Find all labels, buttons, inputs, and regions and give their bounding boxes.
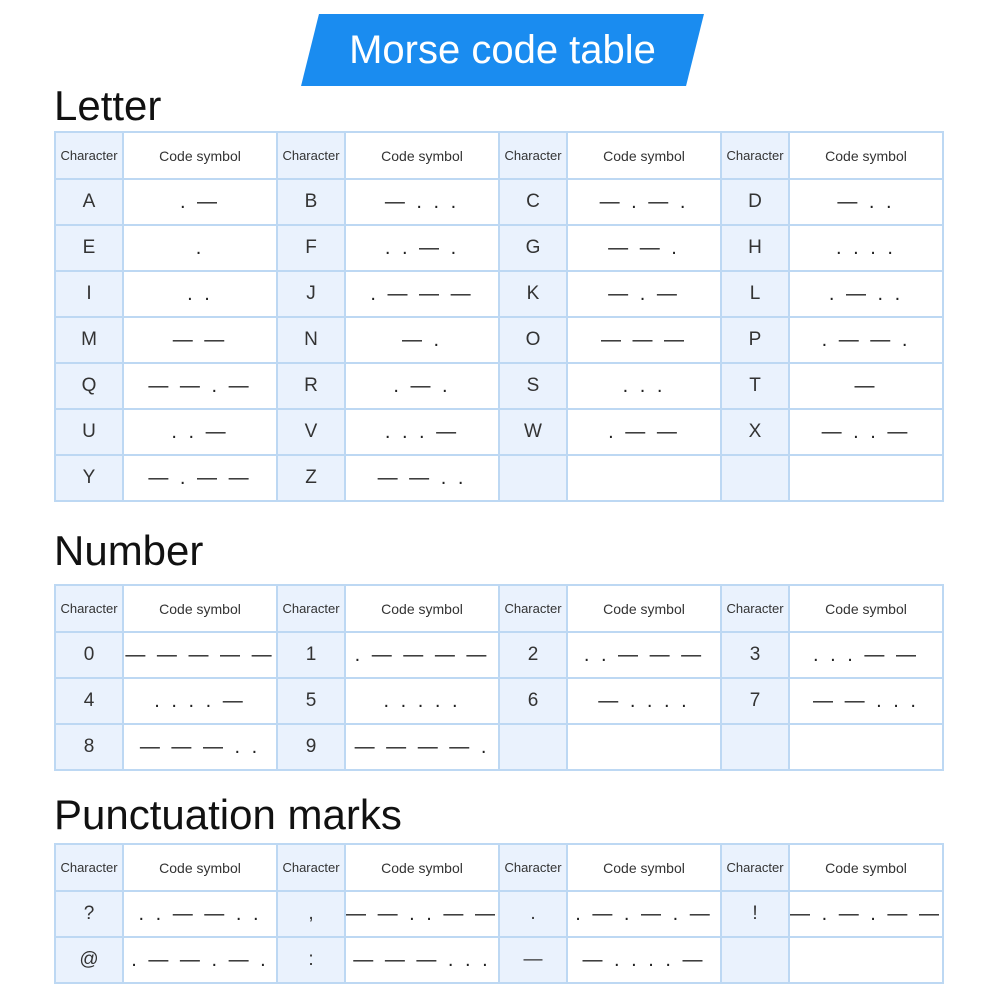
character-cell: @	[56, 938, 124, 984]
character-cell: 3	[722, 633, 790, 679]
character-cell: U	[56, 410, 124, 456]
number-table	[54, 584, 944, 771]
section-title-punctuation: Punctuation marks	[54, 791, 402, 838]
code-symbol-cell: . — — .	[790, 318, 944, 364]
code-symbol-cell	[568, 725, 722, 771]
column-header-character: Character	[722, 133, 790, 180]
character-cell: W	[500, 410, 568, 456]
code-symbol-cell: — — —	[568, 318, 722, 364]
code-symbol-cell: — — . .	[346, 456, 500, 502]
code-symbol-cell: . — . — . —	[568, 892, 722, 938]
character-cell	[500, 725, 568, 771]
character-cell: N	[278, 318, 346, 364]
character-cell: 7	[722, 679, 790, 725]
character-cell: B	[278, 180, 346, 226]
column-header-code-symbol: Code symbol	[124, 586, 278, 633]
code-symbol-cell	[790, 938, 944, 984]
code-symbol-cell: — — — — —	[124, 633, 278, 679]
column-header-code-symbol: Code symbol	[790, 845, 944, 892]
character-cell: 5	[278, 679, 346, 725]
character-cell: C	[500, 180, 568, 226]
code-symbol-cell: . . .	[568, 364, 722, 410]
code-symbol-cell	[790, 456, 944, 502]
column-header-code-symbol: Code symbol	[568, 586, 722, 633]
character-cell: 1	[278, 633, 346, 679]
code-symbol-cell: . . — — . .	[124, 892, 278, 938]
code-symbol-cell: . — —	[568, 410, 722, 456]
character-cell: O	[500, 318, 568, 364]
character-cell: F	[278, 226, 346, 272]
code-symbol-cell: . . —	[124, 410, 278, 456]
character-cell: 9	[278, 725, 346, 771]
character-cell: Q	[56, 364, 124, 410]
column-header-code-symbol: Code symbol	[346, 845, 500, 892]
code-symbol-cell: — . . . .	[568, 679, 722, 725]
character-cell: 6	[500, 679, 568, 725]
character-cell: 4	[56, 679, 124, 725]
column-header-character: Character	[722, 586, 790, 633]
code-symbol-cell: — — — . .	[124, 725, 278, 771]
code-symbol-cell: . — — . — .	[124, 938, 278, 984]
character-cell: I	[56, 272, 124, 318]
code-symbol-cell: . —	[124, 180, 278, 226]
code-symbol-cell: — — .	[568, 226, 722, 272]
character-cell: J	[278, 272, 346, 318]
code-symbol-cell: — — — . . .	[346, 938, 500, 984]
character-cell: —	[500, 938, 568, 984]
code-symbol-cell: — . —	[568, 272, 722, 318]
code-symbol-cell: — . . —	[790, 410, 944, 456]
code-symbol-cell: . . . — —	[790, 633, 944, 679]
code-symbol-cell: — —	[124, 318, 278, 364]
column-header-character: Character	[500, 586, 568, 633]
character-cell: H	[722, 226, 790, 272]
character-cell: T	[722, 364, 790, 410]
code-symbol-cell: — . — . — —	[790, 892, 944, 938]
code-symbol-cell	[568, 456, 722, 502]
character-cell: Z	[278, 456, 346, 502]
page-title: Morse code table	[349, 27, 656, 72]
character-cell: Y	[56, 456, 124, 502]
code-symbol-cell: . . — — —	[568, 633, 722, 679]
code-symbol-cell: —	[790, 364, 944, 410]
code-symbol-cell: .	[124, 226, 278, 272]
character-cell: G	[500, 226, 568, 272]
column-header-code-symbol: Code symbol	[346, 586, 500, 633]
character-cell: 8	[56, 725, 124, 771]
code-symbol-cell: — — . . .	[790, 679, 944, 725]
character-cell: !	[722, 892, 790, 938]
column-header-code-symbol: Code symbol	[568, 845, 722, 892]
column-header-character: Character	[500, 133, 568, 180]
code-symbol-cell: — . — —	[124, 456, 278, 502]
column-header-character: Character	[278, 133, 346, 180]
code-symbol-cell: — . . .	[346, 180, 500, 226]
code-symbol-cell: — . — .	[568, 180, 722, 226]
character-cell	[722, 725, 790, 771]
column-header-character: Character	[278, 845, 346, 892]
character-cell	[722, 938, 790, 984]
code-symbol-cell: — .	[346, 318, 500, 364]
character-cell: A	[56, 180, 124, 226]
code-symbol-cell: . — . .	[790, 272, 944, 318]
code-symbol-cell: — . . . . —	[568, 938, 722, 984]
character-cell: 0	[56, 633, 124, 679]
column-header-code-symbol: Code symbol	[124, 133, 278, 180]
code-symbol-cell	[790, 725, 944, 771]
character-cell: V	[278, 410, 346, 456]
section-title-number: Number	[54, 527, 204, 574]
code-symbol-cell: . — — —	[346, 272, 500, 318]
column-header-code-symbol: Code symbol	[790, 133, 944, 180]
column-header-character: Character	[56, 586, 124, 633]
character-cell: :	[278, 938, 346, 984]
character-cell: .	[500, 892, 568, 938]
column-header-code-symbol: Code symbol	[346, 133, 500, 180]
code-symbol-cell: . .	[124, 272, 278, 318]
code-symbol-cell: — . .	[790, 180, 944, 226]
character-cell: ?	[56, 892, 124, 938]
code-symbol-cell: . — — — —	[346, 633, 500, 679]
character-cell: D	[722, 180, 790, 226]
column-header-code-symbol: Code symbol	[568, 133, 722, 180]
character-cell: ,	[278, 892, 346, 938]
character-cell: M	[56, 318, 124, 364]
code-symbol-cell: . . . .	[790, 226, 944, 272]
column-header-code-symbol: Code symbol	[790, 586, 944, 633]
column-header-character: Character	[278, 586, 346, 633]
column-header-code-symbol: Code symbol	[124, 845, 278, 892]
punctuation-table	[54, 843, 944, 984]
character-cell: 2	[500, 633, 568, 679]
character-cell: P	[722, 318, 790, 364]
code-symbol-cell: — — — — .	[346, 725, 500, 771]
code-symbol-cell: — — . —	[124, 364, 278, 410]
column-header-character: Character	[56, 845, 124, 892]
code-symbol-cell: . . . . —	[124, 679, 278, 725]
code-symbol-cell: . . . —	[346, 410, 500, 456]
character-cell: K	[500, 272, 568, 318]
code-symbol-cell: . — .	[346, 364, 500, 410]
character-cell: E	[56, 226, 124, 272]
letter-table	[54, 131, 944, 502]
character-cell: S	[500, 364, 568, 410]
code-symbol-cell: — — . . — —	[346, 892, 500, 938]
code-symbol-cell: . . . . .	[346, 679, 500, 725]
column-header-character: Character	[722, 845, 790, 892]
character-cell	[722, 456, 790, 502]
section-title-letter: Letter	[54, 82, 162, 129]
column-header-character: Character	[56, 133, 124, 180]
column-header-character: Character	[500, 845, 568, 892]
character-cell: X	[722, 410, 790, 456]
code-symbol-cell: . . — .	[346, 226, 500, 272]
character-cell: R	[278, 364, 346, 410]
character-cell: L	[722, 272, 790, 318]
character-cell	[500, 456, 568, 502]
